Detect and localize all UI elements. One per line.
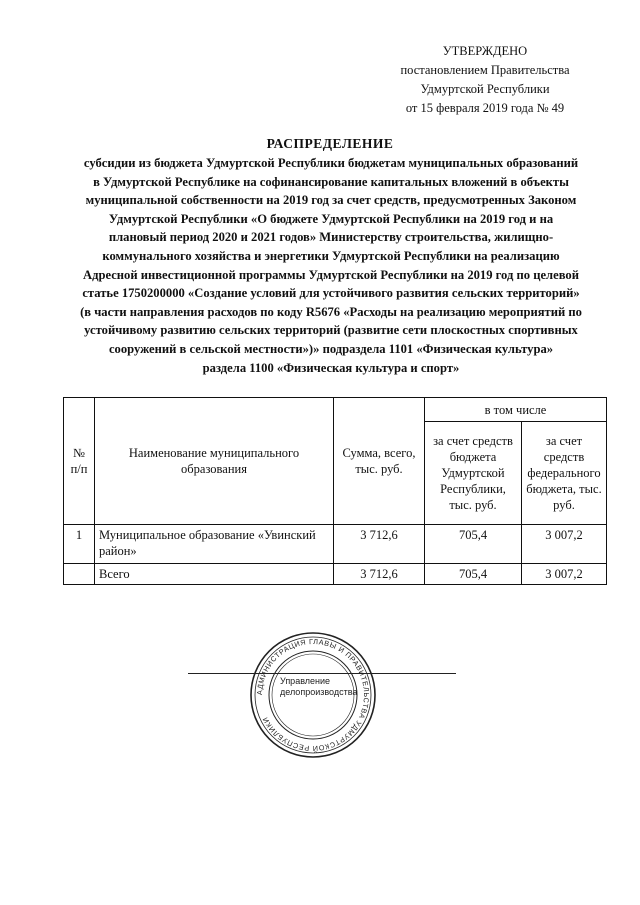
document-subtitle — [52, 154, 610, 377]
subtitle-line: раздела 1100 «Физическая культура и спорт» — [202, 360, 460, 375]
subtitle-line: плановый период 2020 и 2021 годов» Министерству строительства, жилищно- — [108, 230, 554, 245]
cell-name: Муниципальное образование «Увинский район» — [95, 525, 334, 564]
stamp-line: Управление — [280, 676, 331, 686]
header-federal: за счет средств федерального бюджета, тыс. руб. — [522, 422, 607, 525]
subtitle-line: сооружений в сельской местности»)» подраздела 1101 «Физическая культура» — [108, 341, 554, 356]
stamp-line: делопроизводства — [280, 687, 358, 697]
distribution-table — [63, 397, 607, 585]
approval-line: Удмуртской Республики — [420, 82, 550, 96]
total-sum: 3 712,6 — [334, 564, 425, 585]
total-regional: 705,4 — [425, 564, 522, 585]
stamp-inner-text — [280, 676, 360, 698]
subtitle-line: в Удмуртской Республике на софинансирование капитальных вложений в объекты — [93, 174, 569, 189]
approval-line: постановлением Правительства — [400, 63, 570, 77]
table-row — [64, 525, 607, 564]
header-regional: за счет средств бюджета Удмуртской Республики, тыс. руб. — [425, 422, 522, 525]
approval-title: УТВЕРЖДЕНО — [442, 44, 528, 58]
document-title: РАСПРЕДЕЛЕНИЕ — [266, 136, 394, 151]
total-label: Всего — [95, 564, 334, 585]
subtitle-line: субсидии из бюджета Удмуртской Республики бюджетам муниципальных образований — [83, 156, 579, 170]
stamp-ring-text: АДМИНИСТРАЦИЯ ГЛАВЫ И ПРАВИТЕЛЬСТВА УДМУРТСКОЙ РЕСПУБЛИКИ — [254, 636, 372, 754]
subtitle-line: (в части направления расходов по коду R5676 «Расходы на реализацию мероприятий по — [80, 304, 582, 319]
subtitle-line: Удмуртской Республики «О бюджете Удмуртской Республики на 2019 год и на — [108, 211, 554, 226]
cell-num: 1 — [64, 525, 95, 564]
subtitle-line: устойчивому развитию сельских территорий (развитие сети плоскостных спортивных — [84, 323, 578, 338]
subtitle-line: муниципальной собственности на 2019 год за счет средств, предусмотренных Законом — [85, 193, 577, 208]
cell-sum: 3 712,6 — [334, 525, 425, 564]
cell-regional: 705,4 — [425, 525, 522, 564]
table-total-row — [64, 564, 607, 585]
cell-federal: 3 007,2 — [522, 525, 607, 564]
approval-block — [380, 42, 590, 118]
total-federal: 3 007,2 — [522, 564, 607, 585]
header-name: Наименование муниципального образования — [95, 398, 334, 525]
header-including: в том числе — [425, 398, 607, 422]
header-num: № п/п — [64, 398, 95, 525]
subtitle-line: коммунального хозяйства и энергетики Удмуртской Республики на реализацию — [102, 248, 560, 263]
subtitle-line: Адресной инвестиционной программы Удмуртской Республики на 2019 год по целевой — [82, 267, 579, 282]
approval-date: от 15 февраля 2019 года № 49 — [405, 101, 565, 115]
subtitle-line: статье 1750200000 «Создание условий для устойчивого развития сельских территорий» — [82, 286, 580, 301]
header-sum: Сумма, всего, тыс. руб. — [334, 398, 425, 525]
cell-empty — [64, 564, 95, 585]
